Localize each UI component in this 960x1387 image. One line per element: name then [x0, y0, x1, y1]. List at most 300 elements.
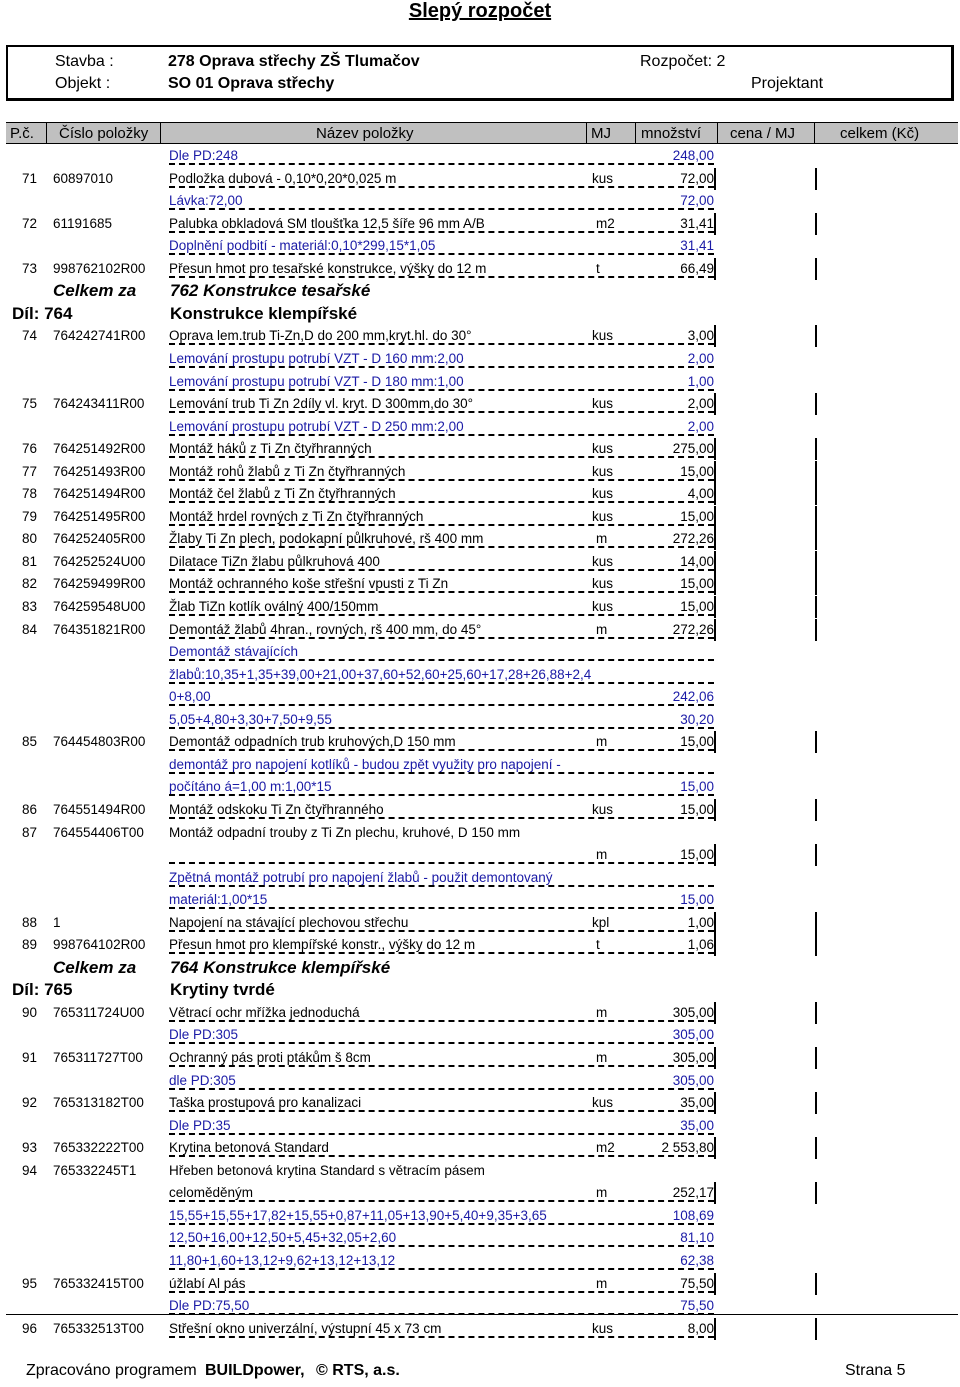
item-row [0, 506, 960, 528]
item-unit: m [596, 1275, 608, 1291]
calc-row [0, 867, 960, 889]
item-unit: t [596, 937, 600, 953]
item-code: 764551494R00 [53, 801, 146, 817]
cell-tick [815, 731, 817, 753]
objekt-value: SO 01 Oprava střechy [168, 75, 335, 92]
item-unit: kus [592, 1320, 614, 1336]
dashed-rule [169, 343, 714, 345]
calc-text: Zpětná montáž potrubí pro napojení žlabů - použit demontovaný [169, 869, 553, 885]
item-row [0, 461, 960, 483]
item-number: 89 [22, 937, 38, 953]
item-number: 87 [22, 824, 38, 840]
rozpocet-label: Rozpočet: 2 [640, 53, 726, 70]
item-name: Palubka obkladová SM tloušťka 12,5 šíře 96 mm A/B [169, 215, 485, 231]
item-name: Větrací ochr mřížka jednoduchá [169, 1004, 360, 1020]
item-number: 81 [22, 553, 38, 569]
cell-tick [714, 528, 716, 550]
item-number: 93 [22, 1140, 38, 1156]
calc-text: 11,80+1,60+13,12+9,62+13,12+13,12 [169, 1252, 396, 1268]
item-row [0, 325, 960, 347]
item-unit: m [596, 1004, 608, 1020]
cell-tick [815, 573, 817, 595]
item-quantity: 275,00 [672, 441, 714, 457]
item-code: 764251493R00 [53, 463, 146, 479]
cell-tick [714, 1273, 716, 1295]
calc-quantity: 108,69 [672, 1207, 714, 1223]
item-name: Montáž odskoku Ti Zn čtyřhranného [169, 801, 384, 817]
section-title: 762 Konstrukce tesařské [170, 281, 371, 301]
stavba-value: 278 Oprava střechy ZŠ Tlumačov [168, 53, 420, 70]
calc-quantity: 248,00 [672, 148, 714, 163]
calc-row [0, 709, 960, 731]
item-number: 75 [22, 396, 38, 412]
section-total-row [0, 957, 960, 981]
cell-tick [815, 596, 817, 618]
item-name: celoměděným [169, 1185, 254, 1201]
item-number: 80 [22, 531, 38, 547]
cell-tick [714, 551, 716, 573]
item-row [0, 844, 960, 866]
col-pc: P.č. [10, 125, 34, 142]
item-row [0, 483, 960, 505]
dashed-rule [169, 1268, 714, 1270]
item-name: Žlab TiZn kotlík oválný 400/150mm [169, 599, 379, 614]
item-code: 765332245T1 [53, 1162, 137, 1178]
dashed-rule [169, 524, 714, 526]
item-number: 95 [22, 1275, 38, 1291]
cell-tick [714, 438, 716, 460]
dashed-rule [169, 546, 714, 548]
cell-tick [714, 731, 716, 753]
footer-page: Strana 5 [845, 1362, 906, 1379]
item-unit: m [596, 847, 608, 863]
item-name: Demontáž odpadních trub kruhových,D 150 mm [169, 734, 456, 750]
calc-row [0, 889, 960, 911]
cell-tick [714, 844, 716, 866]
calc-row [0, 754, 960, 776]
item-row [0, 731, 960, 753]
calc-text: Demontáž stávajících [169, 644, 299, 660]
cell-tick [714, 799, 716, 821]
cell-tick [815, 461, 817, 483]
item-name: úžlabí Al pás [169, 1275, 246, 1291]
item-code: 765311727T00 [53, 1050, 143, 1065]
item-unit: kus [592, 508, 614, 524]
dashed-rule [169, 772, 714, 774]
dashed-rule [169, 501, 714, 503]
item-unit: m2 [596, 1140, 615, 1156]
item-row [0, 1160, 960, 1182]
item-number: 92 [22, 1095, 38, 1111]
calc-text: Dle PD:305 [169, 1027, 239, 1043]
cell-tick [714, 596, 716, 618]
item-unit: kus [592, 396, 614, 412]
dashed-rule [169, 163, 714, 165]
calc-row [0, 348, 960, 370]
dashed-rule [169, 253, 714, 255]
item-row [0, 1318, 960, 1340]
item-number: 78 [22, 486, 38, 502]
dashed-rule [169, 434, 714, 436]
item-unit: kus [592, 801, 614, 817]
cell-tick [714, 168, 716, 190]
item-name: Ochranný pás proti ptákům š 8cm [169, 1050, 371, 1065]
item-row [0, 596, 960, 618]
calc-quantity: 2,00 [687, 350, 714, 366]
item-number: 91 [22, 1050, 38, 1065]
item-name: Demontáž žlabů 4hran., rovných, rš 400 mm, do 45° [169, 621, 482, 637]
calc-quantity: 15,00 [680, 779, 714, 795]
footer-program-name: BUILDpower, [205, 1362, 305, 1379]
item-code: 764251495R00 [53, 508, 146, 524]
col-celkem: celkem (Kč) [840, 125, 920, 142]
dashed-rule [169, 682, 714, 684]
item-code: 764454803R00 [53, 734, 146, 750]
dashed-rule [169, 591, 714, 593]
cell-tick [714, 1182, 716, 1204]
dashed-rule [169, 1200, 714, 1202]
calc-quantity: 15,00 [680, 892, 714, 908]
item-quantity: 15,00 [680, 734, 714, 750]
item-unit: kus [592, 1095, 614, 1111]
page-footer [0, 1362, 960, 1384]
calc-row [0, 776, 960, 798]
section-total-row [0, 280, 960, 304]
dashed-rule [169, 862, 714, 864]
item-quantity: 2,00 [687, 396, 714, 412]
item-quantity: 15,00 [680, 847, 714, 863]
calc-text: Dle PD:35 [169, 1117, 231, 1133]
calc-row [0, 190, 960, 212]
dashed-rule [169, 1020, 714, 1022]
dashed-rule [169, 1245, 714, 1247]
dashed-rule [169, 907, 714, 909]
calc-text: Lemování prostupu potrubí VZT - D 160 mm:2,00 [169, 350, 464, 366]
dashed-rule [169, 1065, 714, 1067]
cell-tick [815, 528, 817, 550]
cell-tick [714, 573, 716, 595]
item-name: Montáž háků z Ti Zn čtyřhranných [169, 441, 372, 457]
item-code: 764252405R00 [53, 531, 146, 547]
calc-text: Dle PD:248 [169, 148, 239, 163]
item-quantity: 4,00 [687, 486, 714, 502]
item-unit: kus [592, 463, 614, 479]
footer-program-prefix: Zpracováno programem [26, 1362, 197, 1379]
cell-tick [815, 506, 817, 528]
item-quantity: 15,00 [680, 599, 714, 614]
dashed-rule [169, 637, 714, 639]
dashed-rule [169, 411, 714, 413]
calc-row [0, 371, 960, 393]
item-unit: kus [592, 441, 614, 457]
col-nazev: Název položky [316, 125, 414, 142]
item-row [0, 1137, 960, 1159]
item-quantity: 272,26 [672, 531, 714, 547]
calc-text: 12,50+16,00+12,50+5,45+32,05+2,60 [169, 1230, 397, 1246]
item-quantity: 15,00 [680, 801, 714, 817]
cell-tick [815, 799, 817, 821]
calc-text: Dle PD:75,50 [169, 1298, 250, 1314]
project-header [6, 45, 954, 101]
col-cena: cena / MJ [730, 125, 796, 142]
table-bottom-rule [6, 1314, 958, 1315]
item-number: 72 [22, 215, 38, 231]
item-code: 764251492R00 [53, 441, 146, 457]
dashed-rule [169, 614, 714, 616]
item-code: 764251494R00 [53, 486, 146, 502]
item-quantity: 1,00 [687, 914, 714, 930]
dashed-rule [169, 389, 714, 391]
dashed-rule [169, 749, 714, 751]
dashed-rule [169, 794, 714, 796]
item-quantity: 15,00 [680, 508, 714, 524]
item-number: 71 [22, 170, 38, 186]
item-name: Podložka dubová - 0,10*0,20*0,025 m [169, 170, 397, 186]
item-code: 765332513T00 [53, 1320, 144, 1336]
col-cislo: Číslo položky [59, 125, 149, 142]
item-number: 90 [22, 1004, 38, 1020]
item-name: Hřeben betonová krytina Standard s větracím pásem [169, 1162, 485, 1178]
item-row [0, 551, 960, 573]
calc-text: Lemování prostupu potrubí VZT - D 180 mm:1,00 [169, 373, 464, 389]
calc-text: počítáno á=1,00 m:1,00*15 [169, 779, 332, 795]
item-name: Přesun hmot pro klempířské konstr., výšky do 12 m [169, 937, 476, 953]
calc-quantity: 305,00 [672, 1072, 714, 1088]
item-row [0, 213, 960, 235]
dashed-rule [169, 885, 714, 887]
item-unit: kus [592, 486, 614, 502]
item-quantity: 15,00 [680, 576, 714, 592]
calc-text: 15,55+15,55+17,82+15,55+0,87+11,05+13,90+5,40+9,35+3,65 [169, 1207, 547, 1223]
item-number: 86 [22, 801, 38, 817]
cell-tick [714, 1318, 716, 1340]
item-name: Napojení na stávající plechovou střechu [169, 914, 409, 930]
cell-tick [714, 1137, 716, 1159]
item-quantity: 8,00 [687, 1320, 714, 1336]
item-row [0, 619, 960, 641]
item-row [0, 912, 960, 934]
item-unit: t [596, 260, 600, 276]
col-mnozstvi: množství [641, 125, 702, 142]
calc-text: Doplnění podbití - materiál:0,10*299,15*1,05 [169, 238, 436, 254]
calc-text: Lávka:72,00 [169, 193, 243, 209]
cell-tick [714, 461, 716, 483]
cell-tick [815, 438, 817, 460]
cell-tick [815, 1318, 817, 1340]
calc-row [0, 1250, 960, 1272]
item-name: Montáž čel žlabů z Ti Zn čtyřhranných [169, 486, 396, 502]
calc-text: 5,05+4,80+3,30+7,50+9,55 [169, 711, 332, 727]
cell-tick [815, 844, 817, 866]
item-number: 94 [22, 1162, 38, 1178]
cell-tick [714, 934, 716, 956]
col-mj: MJ [591, 125, 611, 142]
cell-tick [815, 1002, 817, 1024]
item-code: 765313182T00 [53, 1095, 144, 1111]
dashed-rule [169, 1155, 714, 1157]
cell-tick [815, 1273, 817, 1295]
calc-row [0, 1227, 960, 1249]
item-row [0, 393, 960, 415]
calc-row [0, 664, 960, 686]
item-row [0, 1273, 960, 1295]
cell-tick [714, 506, 716, 528]
dashed-rule [169, 366, 714, 368]
calc-row [0, 1115, 960, 1137]
section-label: Díl: 764 [12, 303, 73, 323]
calc-row [0, 1205, 960, 1227]
calc-text: Lemování prostupu potrubí VZT - D 250 mm:2,00 [169, 418, 464, 434]
item-unit: m [596, 531, 608, 547]
cell-tick [714, 258, 716, 280]
item-code: 765332415T00 [53, 1275, 144, 1291]
calc-quantity: 2,00 [687, 418, 714, 434]
section-total-label: Celkem za [53, 281, 137, 301]
item-row [0, 438, 960, 460]
item-name: Montáž ochranného koše střešní vpusti z Ti Zn [169, 576, 449, 592]
dashed-rule [169, 1133, 714, 1135]
item-code: 765311724U00 [53, 1004, 145, 1020]
item-name: Montáž hrdel rovných z Ti Zn čtyřhranných [169, 508, 424, 524]
item-name: Taška prostupová pro kanalizaci [169, 1095, 362, 1111]
item-name: Montáž rohů žlabů z Ti Zn čtyřhranných [169, 463, 406, 479]
item-quantity: 2 553,80 [661, 1140, 714, 1156]
item-quantity: 31,41 [680, 215, 714, 231]
dashed-rule [169, 1291, 714, 1293]
calc-quantity: 30,20 [680, 711, 714, 727]
item-code: 1 [53, 914, 61, 930]
cell-tick [714, 483, 716, 505]
cell-tick [714, 1092, 716, 1114]
item-code: 998762102R00 [53, 260, 146, 276]
item-code: 60897010 [53, 170, 114, 186]
item-unit: m [596, 621, 608, 637]
item-quantity: 252,17 [672, 1185, 714, 1201]
item-row [0, 573, 960, 595]
calc-quantity: 31,41 [680, 238, 714, 254]
item-number: 82 [22, 576, 38, 592]
calc-quantity: 1,00 [687, 373, 714, 389]
cell-tick [815, 1047, 817, 1069]
item-row [0, 799, 960, 821]
dashed-rule [169, 727, 714, 729]
item-number: 83 [22, 599, 38, 614]
item-name: Žlaby Ti Zn plech, podokapní půlkruhové, rš 400 mm [169, 531, 484, 547]
item-code: 764259499R00 [53, 576, 146, 592]
cell-tick [815, 483, 817, 505]
item-name: Krytina betonová Standard [169, 1140, 329, 1156]
calc-row [0, 686, 960, 708]
projektant-label: Projektant [751, 75, 824, 92]
dashed-rule [169, 208, 714, 210]
item-code: 764554406T00 [53, 824, 144, 840]
item-row [0, 528, 960, 550]
item-row [0, 934, 960, 956]
item-number: 79 [22, 508, 38, 524]
item-quantity: 305,00 [672, 1050, 714, 1065]
item-row [0, 1182, 960, 1204]
item-unit: m [596, 734, 608, 750]
dashed-rule [169, 1336, 714, 1338]
item-quantity: 75,50 [680, 1275, 714, 1291]
calc-quantity: 35,00 [680, 1117, 714, 1133]
item-unit: kus [592, 576, 614, 592]
cell-tick [815, 168, 817, 190]
item-row [0, 1092, 960, 1114]
calc-row [0, 145, 960, 167]
item-quantity: 14,00 [680, 553, 714, 569]
item-number: 85 [22, 734, 38, 750]
item-quantity: 35,00 [680, 1095, 714, 1111]
cell-tick [815, 1092, 817, 1114]
objekt-label: Objekt : [55, 75, 111, 92]
item-row [0, 1047, 960, 1069]
dashed-rule [169, 930, 714, 932]
calc-quantity: 305,00 [672, 1027, 714, 1043]
dashed-rule [169, 817, 714, 819]
cell-tick [714, 619, 716, 641]
section-title: Krytiny tvrdé [170, 980, 275, 1000]
item-row [0, 822, 960, 844]
dashed-rule [169, 1088, 714, 1090]
dashed-rule [169, 276, 714, 278]
item-unit: m2 [596, 215, 615, 231]
cell-tick [815, 325, 817, 347]
section-total-label: Celkem za [53, 957, 137, 977]
item-unit: kus [592, 170, 614, 186]
cell-tick [714, 325, 716, 347]
item-name: Lemování trub Ti Zn 2díly vl. kryt. D 300mm,do 30° [169, 396, 474, 412]
section-title: Konstrukce klempířské [170, 303, 358, 323]
item-quantity: 305,00 [672, 1004, 714, 1020]
item-unit: kus [592, 328, 614, 344]
dashed-rule [169, 479, 714, 481]
cell-tick [714, 393, 716, 415]
cell-tick [815, 258, 817, 280]
item-number: 73 [22, 260, 38, 276]
item-row [0, 168, 960, 190]
item-code: 765332222T00 [53, 1140, 144, 1156]
item-name: Oprava lem.trub Ti-Zn,D do 200 mm,kryt.hl. do 30° [169, 328, 472, 344]
calc-quantity: 72,00 [680, 193, 714, 209]
calc-row [0, 641, 960, 663]
calc-quantity: 242,06 [672, 689, 714, 705]
calc-quantity: 75,50 [680, 1298, 714, 1314]
item-code: 61191685 [53, 215, 113, 231]
calc-text: žlabů:10,35+1,35+39,00+21,00+37,60+52,60+25,60+17,28+26,88+2,4 [169, 666, 592, 682]
cell-tick [815, 393, 817, 415]
dashed-rule [169, 704, 714, 706]
item-quantity: 1,06 [687, 937, 714, 953]
cell-tick [714, 213, 716, 235]
page-title: Slepý rozpočet [408, 0, 552, 22]
item-row [0, 258, 960, 280]
item-name: Střešní okno univerzální, výstupní 45 x 73 cm [169, 1320, 442, 1336]
item-name: Montáž odpadní trouby z Ti Zn plechu, kruhové, D 150 mm [169, 824, 521, 840]
section-header-row [0, 979, 960, 1003]
cell-tick [714, 912, 716, 934]
item-name: Přesun hmot pro tesařské konstrukce, výšky do 12 m [169, 260, 487, 276]
item-row [0, 1002, 960, 1024]
cell-tick [714, 1047, 716, 1069]
calc-row [0, 1024, 960, 1046]
item-number: 74 [22, 328, 38, 344]
calc-quantity: 62,38 [680, 1252, 714, 1268]
item-unit: kus [592, 553, 614, 569]
item-quantity: 3,00 [687, 328, 714, 344]
dashed-rule [169, 231, 714, 233]
item-number: 88 [22, 914, 38, 930]
